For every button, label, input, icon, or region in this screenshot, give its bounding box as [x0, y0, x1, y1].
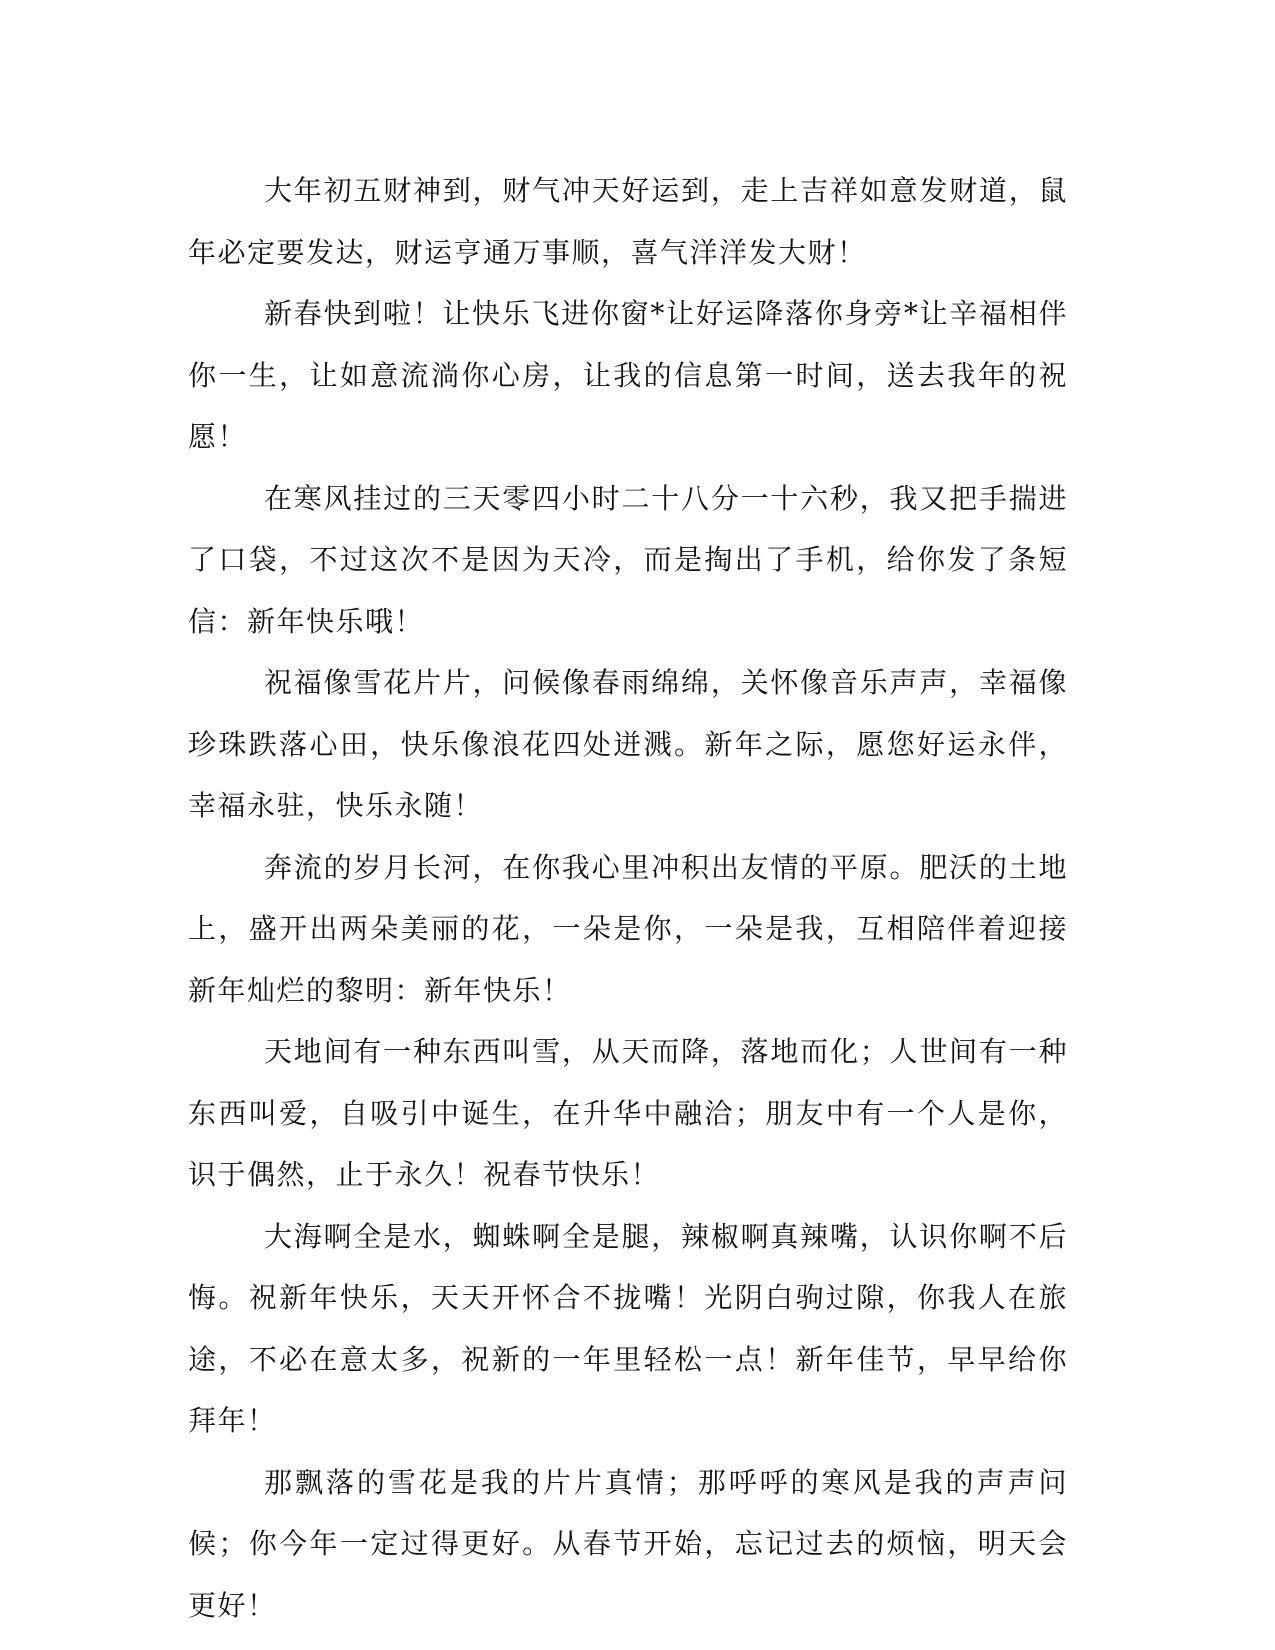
paragraph-2: 新春快到啦！让快乐飞进你窗*让好运降落你身旁*让辛福相伴你一生，让如意流淌你心房，让我的信息第一时间，送去我年的祝愿！: [188, 297, 1068, 453]
paragraph-4: 祝福像雪花片片，问候像春雨绵绵，关怀像音乐声声，幸福像珍珠跌落心田，快乐像浪花四处迸溅。新年之际，愿您好运永伴，幸福永驻，快乐永随！: [188, 666, 1068, 822]
paragraph-7: 大海啊全是水，蜘蛛啊全是腿，辣椒啊真辣嘴，认识你啊不后悔。祝新年快乐，天天开怀合不拢嘴！光阴白驹过隙，你我人在旅途，不必在意太多，祝新的一年里轻松一点！新年佳节，早早给你拜年！: [188, 1219, 1068, 1437]
document-body: [188, 160, 1068, 1636]
paragraph-6: 天地间有一种东西叫雪，从天而降，落地而化；人世间有一种东西叫爱，自吸引中诞生，在升华中融洽；朋友中有一个人是你，识于偶然，止于永久！祝春节快乐！: [188, 1035, 1068, 1191]
paragraph-8: 那飘落的雪花是我的片片真情；那呼呼的寒风是我的声声问候；你今年一定过得更好。从春节开始，忘记过去的烦恼，明天会更好！: [188, 1465, 1068, 1622]
paragraph-5: 奔流的岁月长河，在你我心里冲积出友情的平原。肥沃的土地上，盛开出两朵美丽的花，一朵是你，一朵是我，互相陪伴着迎接新年灿烂的黎明：新年快乐！: [188, 850, 1068, 1007]
paragraph-1: 大年初五财神到，财气冲天好运到，走上吉祥如意发财道，鼠年必定要发达，财运亨通万事顺，喜气洋洋发大财！: [188, 174, 1068, 269]
paragraph-3: 在寒风挂过的三天零四小时二十八分一十六秒，我又把手揣进了口袋，不过这次不是因为天冷，而是掏出了手机，给你发了条短信：新年快乐哦！: [188, 481, 1068, 638]
